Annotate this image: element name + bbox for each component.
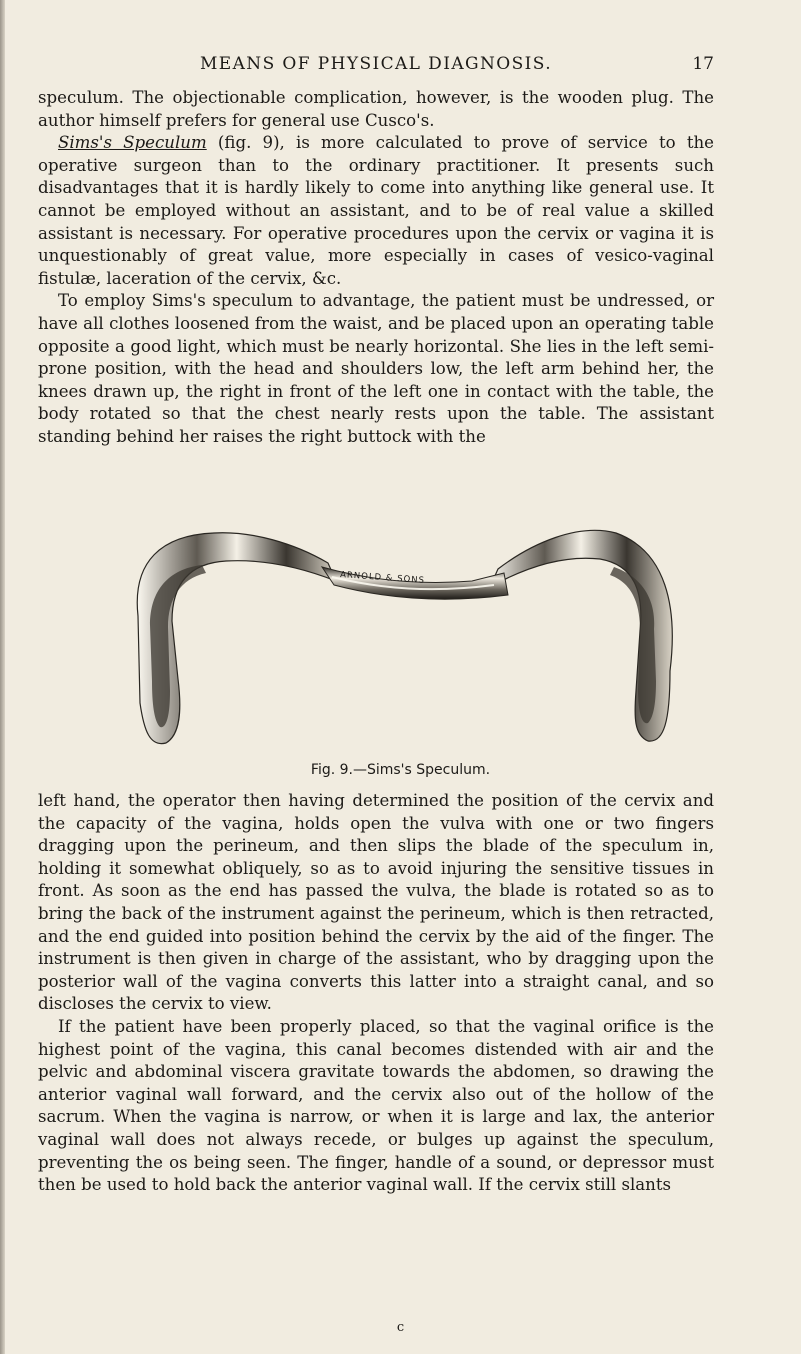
speculum-right-blade [490, 530, 672, 741]
paragraph-2 [38, 132, 714, 290]
header-title: MEANS OF PHYSICAL DIAGNOSIS. [200, 54, 552, 74]
paragraph-1: speculum. The objectionable complication, however, is the wooden plug. The author himself prefers for general use Cusco's. [38, 88, 714, 130]
page-edge [0, 0, 5, 1354]
text-block-bottom [38, 790, 714, 1197]
paragraph-4: left hand, the operator then having determined the position of the cervix and the capacity of the vagina, holds open the vulva with one or two fingers dragging upon the perineum, and then slips the blade of the speculum in, holding it somewhat obliquely, so as to avoid injuring the sensitive tissues in front. As soon as the end has passed the vulva, the blade is rotated so as to bring the back of the instrument against the perineum, which is then retracted, and the end guided into position behind the cervix by the aid of the finger. The instrument is then given in charge of the assistant, who by dragging upon the posterior wall of the vagina converts this latter into a straight canal, and so discloses the cervix to view. [38, 791, 714, 1014]
paragraph-3: To employ Sims's speculum to advantage, the patient must be undressed, or have all clothes loosened from the waist, and be placed upon an operating table opposite a good light, which must be nearly horizontal. She lies in the left semi-prone position, with the head and shoulders low, the left arm behind her, the knees drawn up, the right in front of the left one in contact with the table, the body rotated so that the chest nearly rests upon the table. The assistant standing behind her raises the right buttock with the [38, 291, 714, 446]
text-block-top [38, 87, 714, 449]
figure-caption: Fig. 9.—Sims's Speculum. [310, 762, 491, 778]
running-header [38, 54, 714, 78]
page-number: 17 [692, 54, 714, 74]
paragraph-2-body: (fig. 9), is more calculated to prove of service to the operative surgeon than to the ordinary practitioner. It presents such disadvantages that it is hardly likely to come into anything like general use. It cannot be employed without an assistant, and to be of real value a skilled assistant is necessary. For operative procedures upon the cervix or vagina it is unquestionably of great value, more especially in cases of vesico-vaginal fistulæ, laceration of the cervix, &c. [38, 133, 714, 288]
sims-speculum-heading: Sims's Speculum [58, 133, 207, 153]
signature-mark: c [396, 1320, 405, 1335]
paragraph-5: If the patient have been properly placed, so that the vaginal orifice is the highest point of the vagina, this canal becomes distended with air and the pelvic and abdominal viscera gravitate towards the abdomen, so drawing the anterior vaginal wall forward, and the cervix also out of the hollow of the sacrum. When the vagina is narrow, or when it is large and lax, the anterior vaginal wall does not always recede, or bulges up against the speculum, preventing the os being seen. The finger, handle of a sound, or depressor must then be used to hold back the anterior vaginal wall. If the cervix still slants [38, 1016, 714, 1195]
sims-speculum-figure [122, 521, 688, 751]
maker-mark: ARNOLD & SONS [339, 570, 426, 586]
speculum-left-blade [137, 533, 336, 744]
